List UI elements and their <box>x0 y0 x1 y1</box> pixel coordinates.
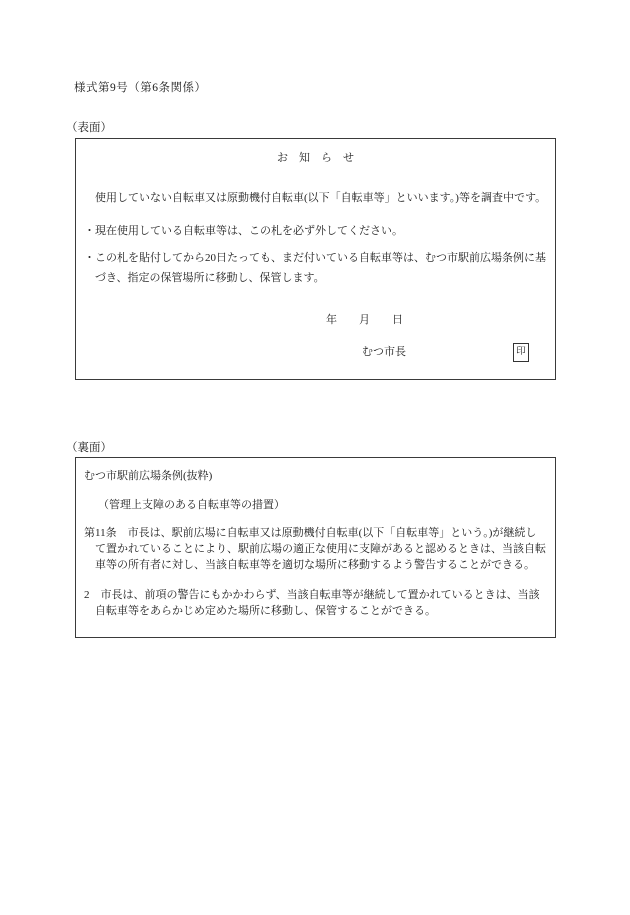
notice-title: お 知 ら せ <box>277 152 354 164</box>
front-side-label: （表面） <box>66 122 112 134</box>
form-number: 様式第9号（第6条関係） <box>74 82 207 94</box>
ordinance-paragraph-2: 2 市長は、前項の警告にもかかわらず、当該自転車等が継続して置かれているときは、当該自転車等をあらかじめ定めた場所に移動し、保管することができる。 <box>84 589 540 617</box>
notice-bullet-remove-tag: ・現在使用している自転車等は、この札を必ず外してください。 <box>84 225 403 237</box>
date-line: 年 月 日 <box>326 314 403 326</box>
ordinance-box <box>75 457 556 638</box>
notice-bullet-storage-warning: ・この札を貼付してから20日たっても、まだ付いている自転車等は、むつ市駅前広場条例に基づき、指定の保管場所に移動し、保管します。 <box>84 252 546 284</box>
seal-mark: 印 <box>513 343 529 362</box>
ordinance-section-heading: （管理上支障のある自転車等の措置） <box>98 499 285 511</box>
back-side-label: （裏面） <box>66 442 112 454</box>
mayor-label: むつ市長 <box>362 346 406 358</box>
mayor-row <box>84 342 547 362</box>
ordinance-title: むつ市駅前広場条例(抜粋) <box>84 470 213 482</box>
ordinance-article-11: 第11条 市長は、駅前広場に自転車又は原動機付自転車(以下「自転車等」という。)が継続して置かれていることにより、駅前広場の適正な使用に支障があると認めるときは、当該自転車等の所有者に対し、当該自転車等を適切な場所に移動するよう警告することができる。 <box>84 527 546 571</box>
notice-intro: 使用していない自転車又は原動機付自転車(以下「自転車等」といいます。)等を調査中です。 <box>95 192 547 204</box>
notice-box <box>75 138 556 380</box>
